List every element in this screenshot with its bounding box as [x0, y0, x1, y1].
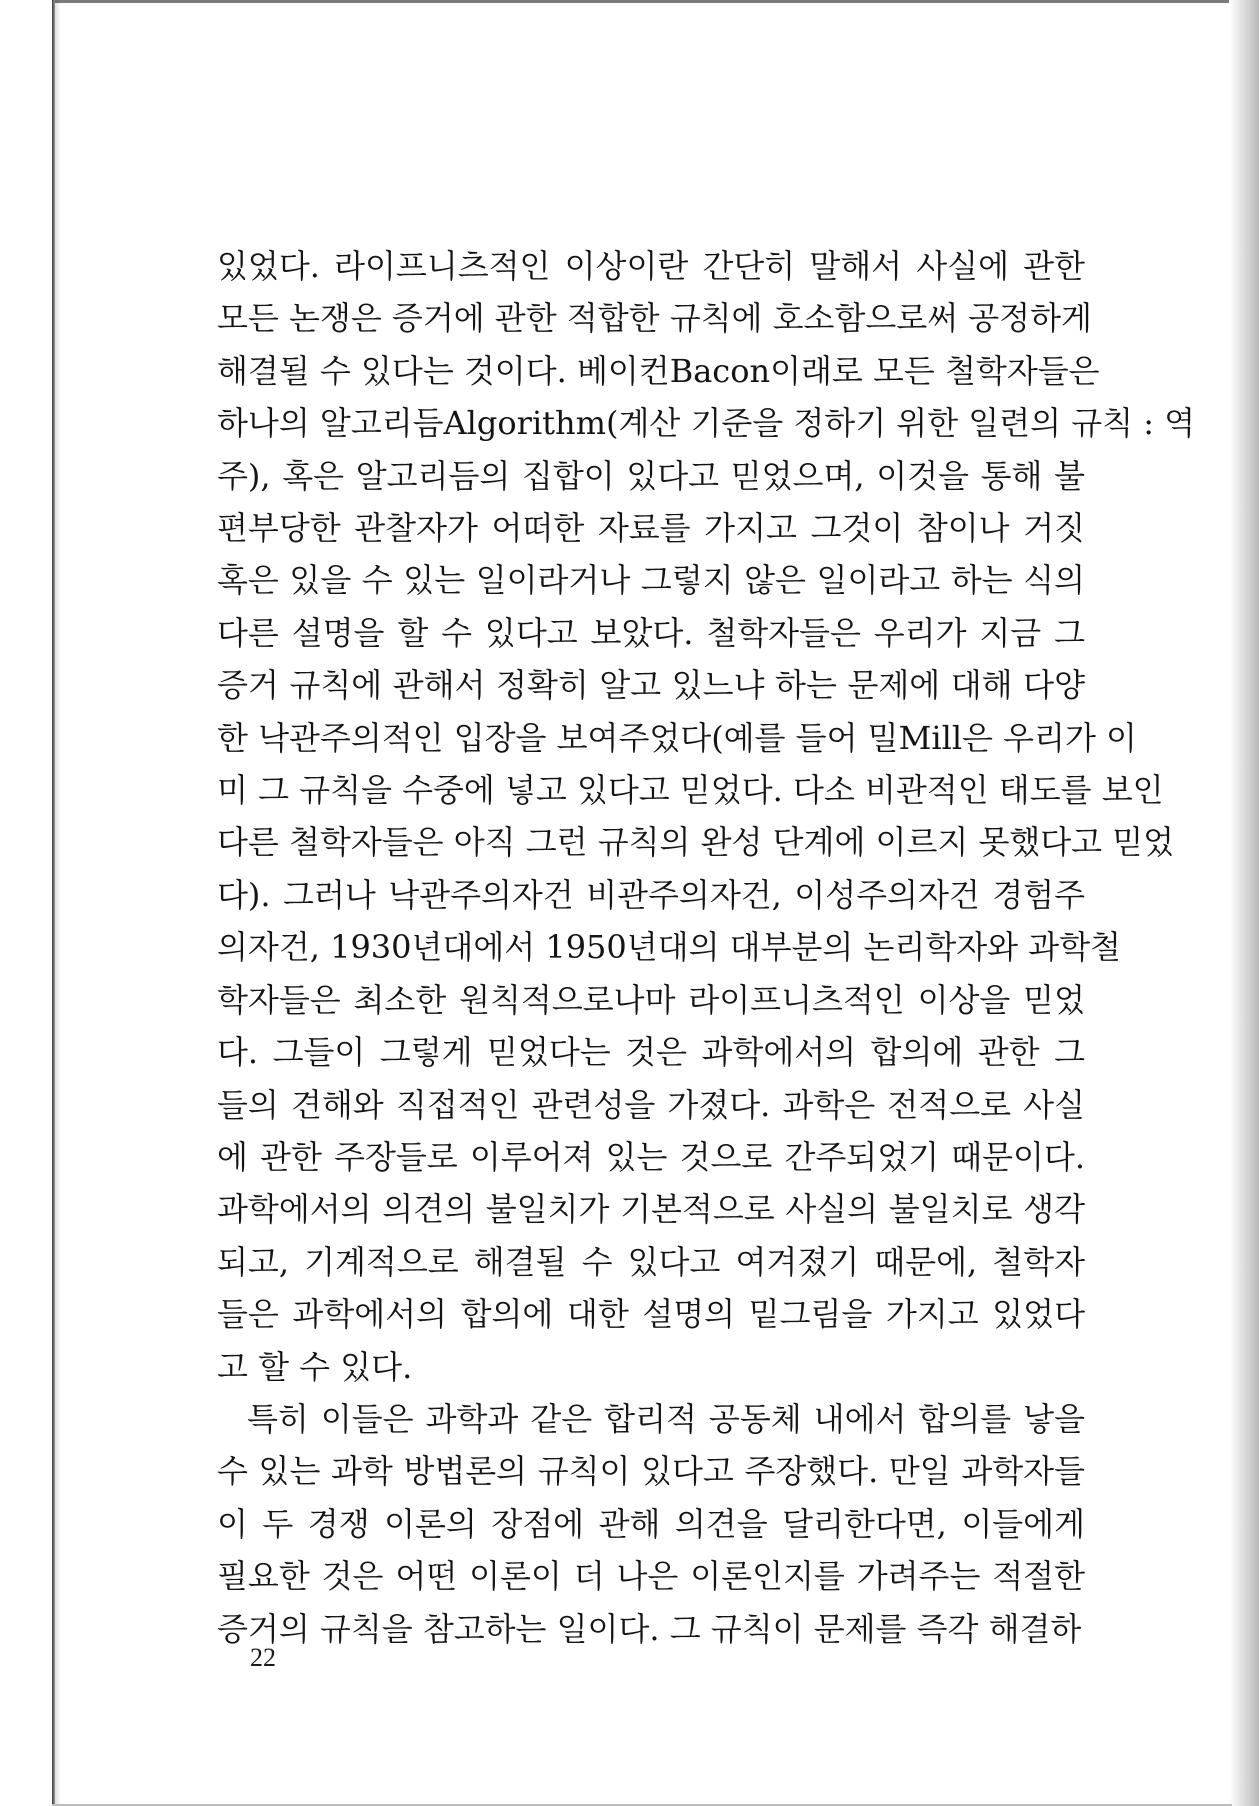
text-line: 과학에서의 의견의 불일치가 기본적으로 사실의 불일치로 생각 [217, 1190, 1085, 1229]
text-line: 다른 철학자들은 아직 그런 규칙의 완성 단계에 이르지 못했다고 믿었 [217, 823, 1175, 862]
text-line: 의자건, 1930년대에서 1950년대의 대부분의 논리학자와 과학철 [217, 928, 1121, 967]
text-line: 모든 논쟁은 증거에 관한 적합한 규칙에 호소함으로써 공정하게 [217, 299, 1092, 338]
text-line: 들은 과학에서의 합의에 대한 설명의 밑그림을 가지고 있었다 [217, 1295, 1085, 1334]
text-line: 학자들은 최소한 원칙적으로나마 라이프니츠적인 이상을 믿었 [217, 980, 1085, 1019]
text-line: 되고, 기계적으로 해결될 수 있다고 여겨졌기 때문에, 철학자 [217, 1242, 1085, 1281]
text-line: 에 관한 주장들로 이루어져 있는 것으로 간주되었기 때문이다. [217, 1137, 1085, 1176]
text-line: 혹은 있을 수 있는 일이라거나 그렇지 않은 일이라고 하는 식의 [217, 561, 1085, 600]
page-spine-shadow [55, 0, 61, 1806]
body-text [217, 240, 1196, 1655]
page-right-edge [1229, 0, 1259, 1806]
text-line: 수 있는 과학 방법론의 규칙이 있다고 주장했다. 만일 과학자들 [217, 1452, 1085, 1491]
paragraph [217, 1393, 1085, 1655]
text-line: 미 그 규칙을 수중에 넣고 있다고 믿었다. 다소 비관적인 태도를 보인 [217, 771, 1164, 810]
text-line: 한 낙관주의적인 입장을 보여주었다(예를 들어 밀Mill은 우리가 이 [217, 718, 1137, 757]
paragraph [217, 240, 1196, 1393]
text-line: 증거의 규칙을 참고하는 일이다. 그 규칙이 문제를 즉각 해결하 [217, 1609, 1082, 1648]
text-line: 주), 혹은 알고리듬의 집합이 있다고 믿었으며, 이것을 통해 불 [217, 456, 1085, 495]
text-line: 필요한 것은 어떤 이론이 더 나은 이론인지를 가려주는 적절한 [217, 1557, 1085, 1596]
text-line: 증거 규칙에 관해서 정확히 알고 있느냐 하는 문제에 대해 다양 [217, 666, 1085, 705]
page-number: 22 [250, 1643, 276, 1672]
text-line: 있었다. 라이프니츠적인 이상이란 간단히 말해서 사실에 관한 [217, 247, 1085, 285]
text-line: 하나의 알고리듬Algorithm(계산 기준을 정하기 위한 일련의 규칙 : 역 [217, 404, 1196, 443]
page-top-edge [52, 0, 1232, 3]
text-line: 다. 그들이 그렇게 믿었다는 것은 과학에서의 합의에 관한 그 [217, 1033, 1085, 1072]
text-line: 고 할 수 있다. [217, 1347, 413, 1386]
text-line: 들의 견해와 직접적인 관련성을 가졌다. 과학은 전적으로 사실 [217, 1085, 1085, 1124]
text-line: 다). 그러나 낙관주의자건 비관주의자건, 이성주의자건 경험주 [217, 875, 1085, 914]
text-line: 해결될 수 있다는 것이다. 베이컨Bacon이래로 모든 철학자들은 [217, 351, 1100, 390]
text-line: 이 두 경쟁 이론의 장점에 관해 의견을 달리한다면, 이들에게 [217, 1504, 1085, 1543]
text-line: 다른 설명을 할 수 있다고 보았다. 철학자들은 우리가 지금 그 [217, 613, 1085, 652]
text-line: 특히 이들은 과학과 같은 합리적 공동체 내에서 합의를 낳을 [247, 1399, 1085, 1438]
text-line: 편부당한 관찰자가 어떠한 자료를 가지고 그것이 참이나 거짓 [217, 509, 1085, 548]
